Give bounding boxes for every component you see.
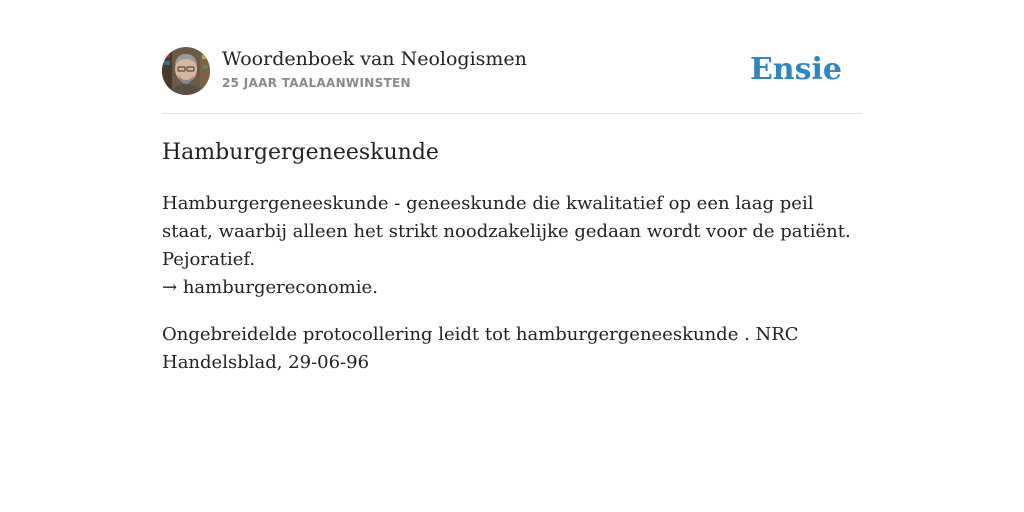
definition-text: Hamburgergeneeskunde - geneeskunde die kwalitatief op een laag peil staat, waarbij alleen het strikt noodzakelijke gedaan wordt voor de patiënt. Pejoratief. [162,193,851,270]
entry-definition [162,190,862,302]
entry-title: Hamburgergeneeskunde [162,140,439,165]
see-also-link[interactable]: hamburgereconomie [182,277,373,298]
author-avatar[interactable] [162,47,210,95]
see-also-suffix: . [372,277,378,298]
header [162,47,862,97]
blog-subtitle: 25 JAAR TAALAANWINSTEN [222,76,411,90]
page [162,0,862,512]
see-also-arrow-icon: → [162,277,178,298]
blog-title[interactable]: Woordenboek van Neologismen [222,48,527,70]
entry-body [162,190,862,396]
ensie-logo-link[interactable]: Ensie [749,52,842,87]
avatar-portrait-icon [162,47,210,95]
entry-example: Ongebreidelde protocollering leidt tot hamburgergeneeskunde . NRC Handelsblad, 29-06-96 [162,324,799,373]
header-divider [162,113,862,114]
